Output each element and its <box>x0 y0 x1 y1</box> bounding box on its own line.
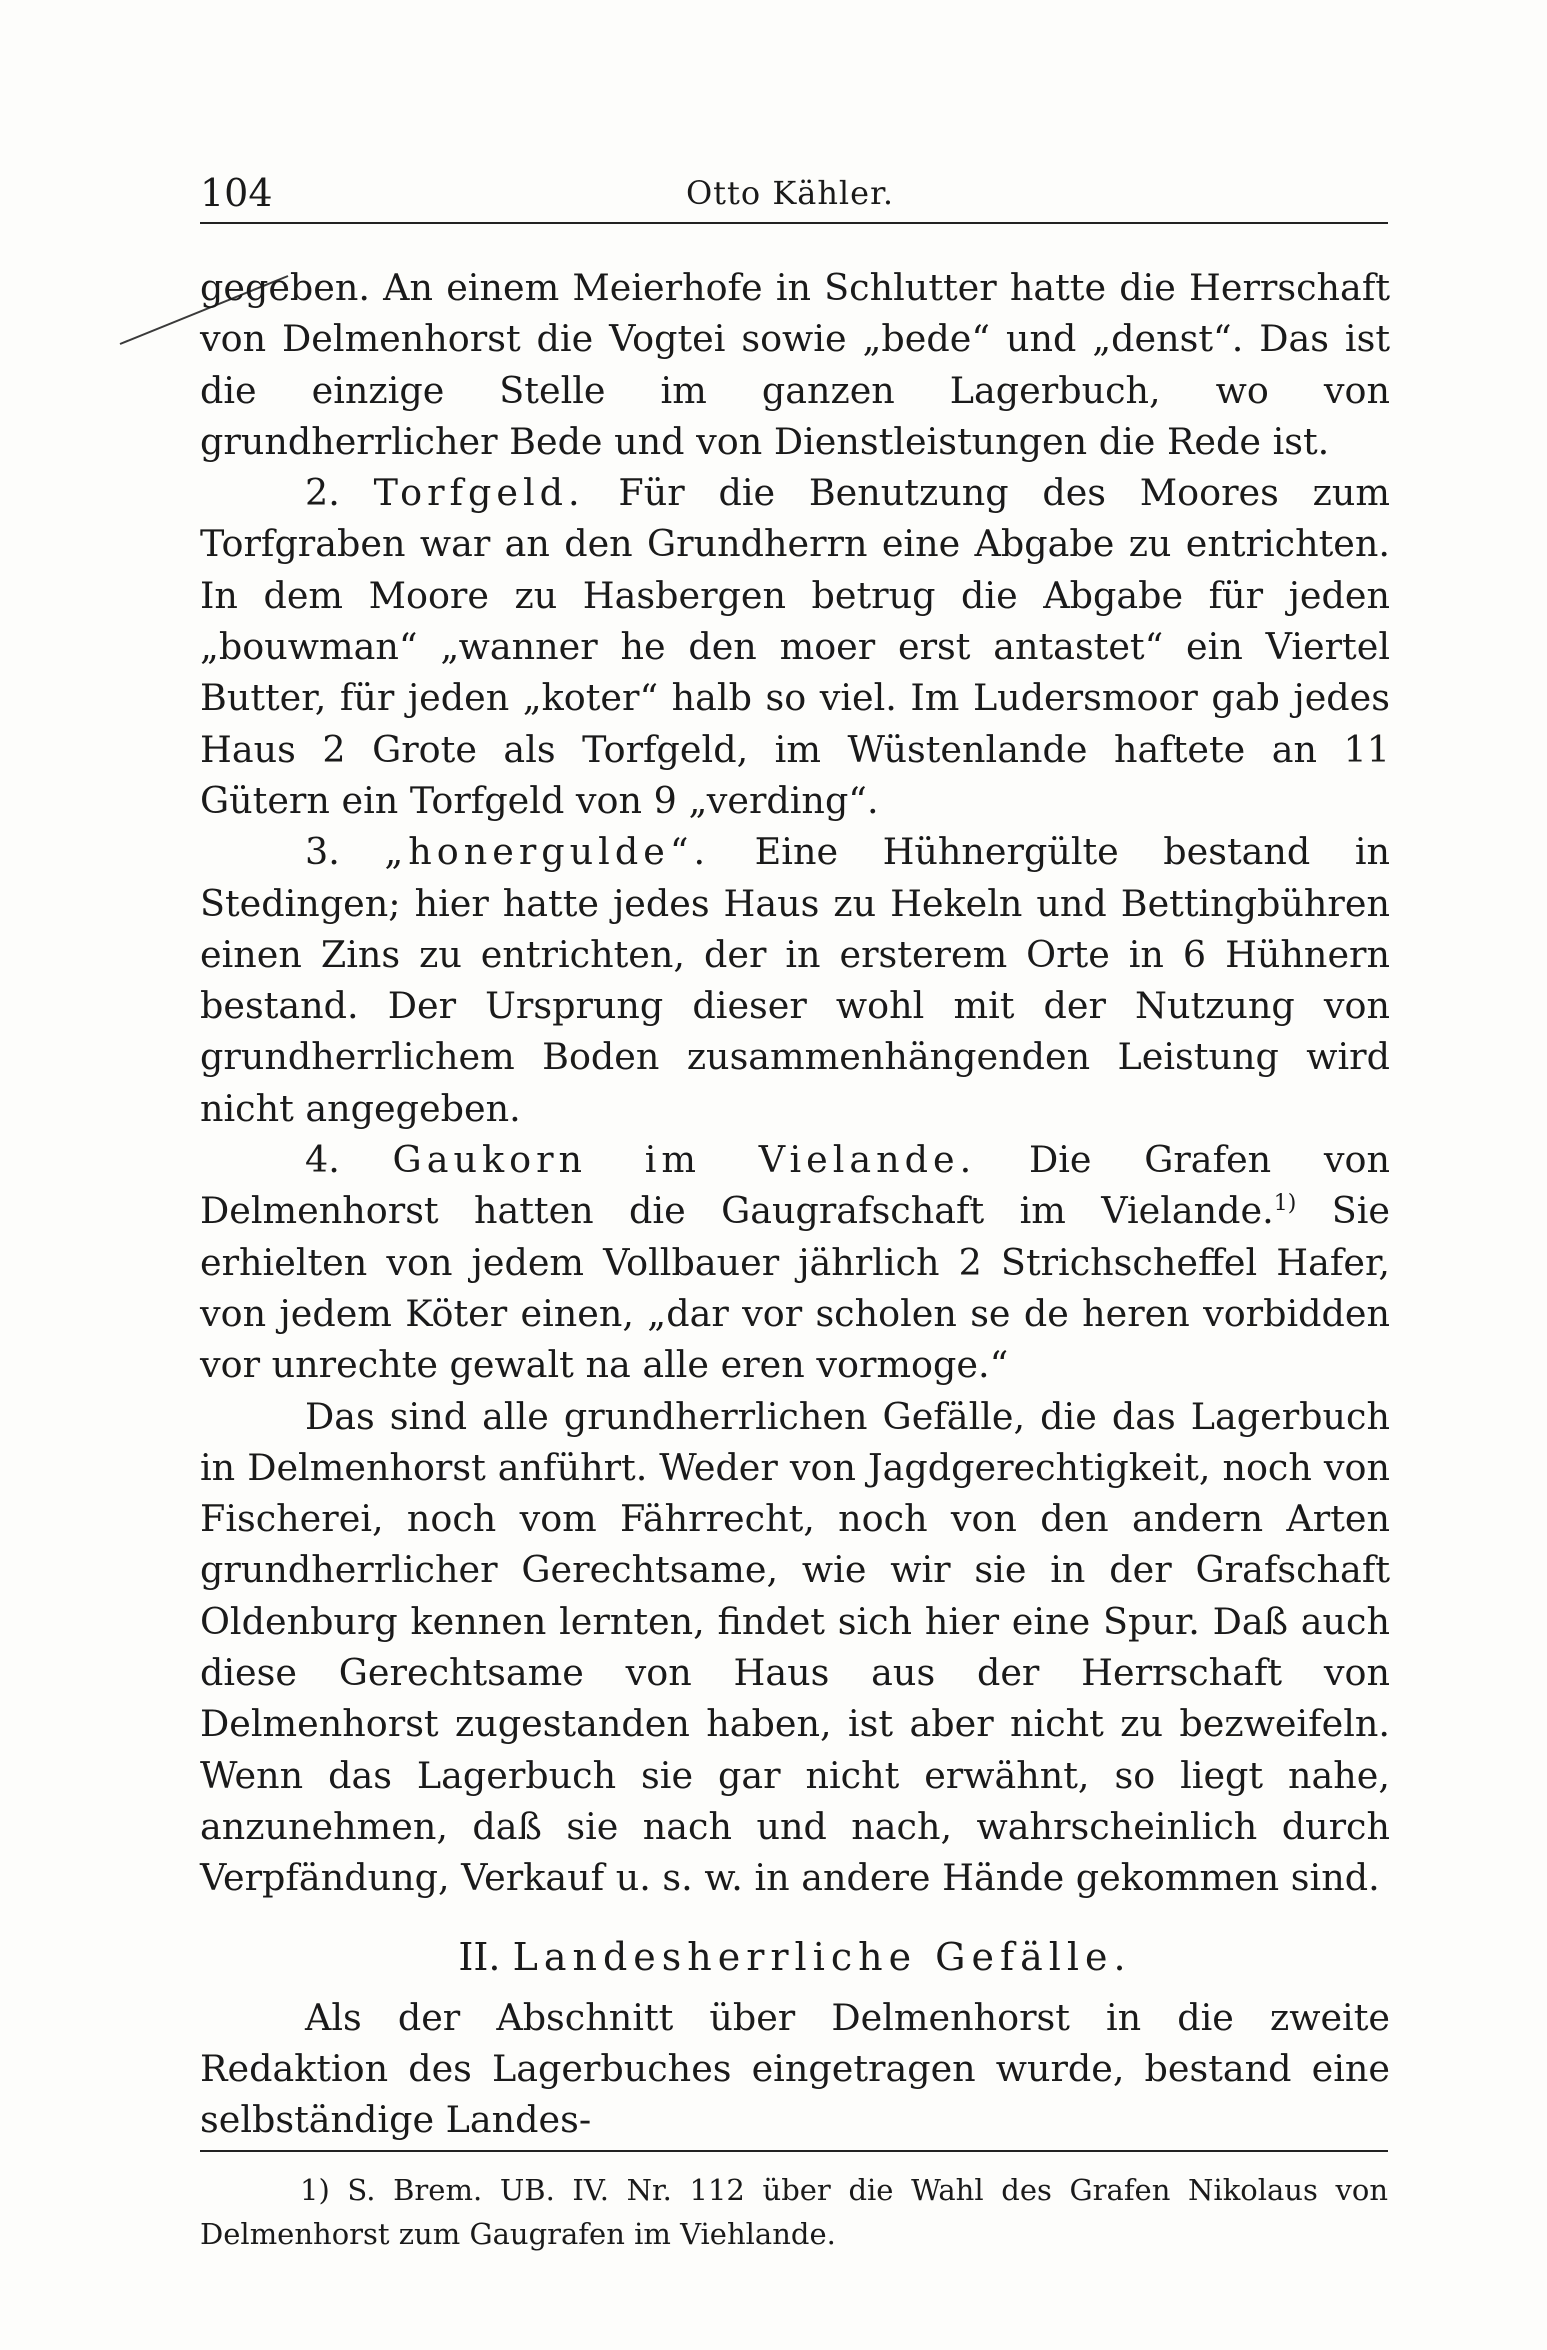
paragraph-gaukorn <box>200 1134 1390 1390</box>
paragraph-torfgeld <box>200 467 1390 826</box>
item-text: Die Grafen von Delmenhorst hatten die Gaugrafschaft im Vielande. <box>200 1138 1390 1233</box>
header-rule <box>200 222 1388 224</box>
footnote-text: S. Brem. UB. IV. Nr. 112 über die Wahl des Grafen Nikolaus von Delmenhorst zum Gaugrafen im Viehlande. <box>200 2173 1389 2251</box>
section-title: Landesherrliche Gefälle. <box>512 1934 1132 1979</box>
item-term: Gaukorn im Vielande. <box>392 1138 977 1182</box>
item-term: „honergulde“. <box>384 830 711 874</box>
running-title: Otto Kähler. <box>685 174 895 212</box>
page-number: 104 <box>200 171 273 215</box>
item-number: 4. <box>305 1138 340 1182</box>
item-number: 3. <box>305 830 340 874</box>
paragraph-1: gegeben. An einem Meierhofe in Schlutter hatte die Herrschaft von Delmenhorst die Vogtei sowie „bede“ und „denst“. Das ist die einzige Stelle im ganzen Lagerbuch, wo von grundherrlicher Bede und von Dienstleistungen die Rede ist. <box>200 266 1390 463</box>
paragraph-summary: Das sind alle grundherrlichen Gefälle, die das Lagerbuch in Delmenhorst anführt. Weder von Jagdgerechtigkeit, noch von Fischerei, noch vom Fährrecht, noch von den andern Arten grundherrlicher Gerechtsame, wie wir sie in der Grafschaft Oldenburg kennen lernten, findet sich hier eine Spur. Daß auch diese Gerechtsame von Haus aus der Herrschaft von Delmenhorst zugestanden haben, ist aber nicht zu bezweifeln. Wenn das Lagerbuch sie gar nicht erwähnt, so liegt nahe, anzunehmen, daß sie nach und nach, wahrscheinlich durch Verpfändung, Verkauf u. s. w. in andere Hände gekommen sind. <box>200 1394 1390 1900</box>
footnote-reference: 1) <box>1273 1191 1297 1217</box>
item-term: Torfgeld. <box>373 471 585 515</box>
item-text: Für die Benutzung des Moores zum Torfgraben war an den Grundherrn eine Abgabe zu entrichten. In dem Moore zu Hasbergen betrug die Abgabe für jeden „bouwman“ „wanner he den moer erst antastet“ ein Viertel Butter, für jeden „koter“ halb so viel. Im Ludersmoor gab jedes Haus 2 Grote als Torfgeld, im Wüstenlande haftete an 11 Gütern ein Torfgeld von 9 „verding“. <box>200 471 1390 822</box>
footnote <box>200 2168 1388 2256</box>
paragraph-section-2: Als der Abschnitt über Delmenhorst in die zweite Redaktion des Lagerbuches eingetragen wurde, bestand eine selbständige Landes- <box>200 1995 1390 2142</box>
section-heading <box>200 1930 1390 1984</box>
item-text: Sie erhielten von jedem Vollbauer jährlich 2 Strichscheffel Hafer, von jedem Köter einen, „dar vor scholen se de heren vorbidden vor unrechte gewalt na alle eren vormoge.“ <box>200 1189 1390 1387</box>
main-text <box>200 262 1390 2145</box>
running-head <box>200 168 1380 228</box>
footnote-rule <box>200 2150 1388 2152</box>
section-number: II. <box>458 1934 501 1979</box>
paragraph-honergulde <box>200 826 1390 1134</box>
item-number: 2. <box>305 471 340 515</box>
item-text: Eine Hühnergülte bestand in Stedingen; hier hatte jedes Haus zu Hekeln und Bettingbühren einen Zins zu entrichten, der in ersterem Orte in 6 Hühnern bestand. Der Ursprung dieser wohl mit der Nutzung von grundherrlichem Boden zusammenhängenden Leistung wird nicht angegeben. <box>200 830 1391 1130</box>
footnote-mark: 1) <box>300 2173 330 2207</box>
